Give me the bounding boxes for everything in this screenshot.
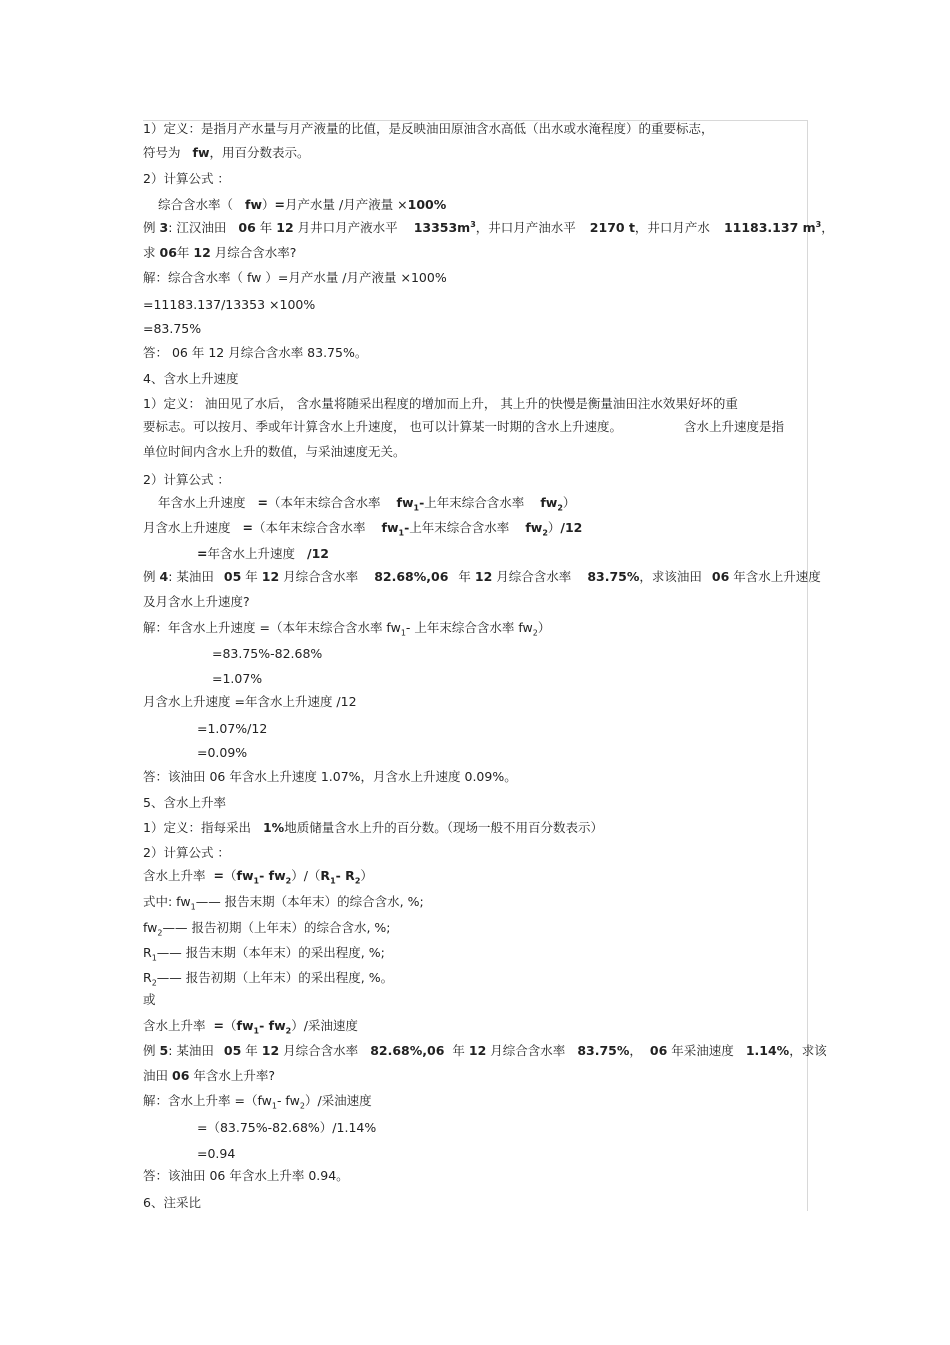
example-3-line-1: 例 3: 江汉油田 06 年 12 月井口月产液水平 $13353m^3$，井口月产油水平 2170 t，井口月产水 11183.137 $m^3$， [143, 219, 834, 235]
water-cut-definition-line-1: 1）定义：是指月产水量与月产液量的比值，是反映油田原油含水高低（出水或水淹程度）的重要标志， [143, 121, 714, 136]
answer-3: 答： 06 年 12 月综合含水率 83.75%。 [143, 345, 368, 360]
or-text: 或 [143, 992, 156, 1007]
where-fw2: $fw_2——$ 报告初期（上年末）的综合含水, %; [143, 920, 391, 938]
answer-4: 答：该油田 06 年含水上升速度 1.07%，月含水上升速度 0.09%。 [143, 769, 517, 784]
rise-speed-formula-title: 2）计算公式 ： [143, 472, 230, 487]
solution-5-line-3: =0.94 [197, 1146, 236, 1161]
rise-rate-formula-title: 2）计算公式 ： [143, 845, 230, 860]
section-4-title: 4、含水上升速度 [143, 371, 239, 386]
example-4-line-2: 及月含水上升速度? [143, 594, 250, 609]
where-r1: $R_1——$ 报告末期（本年末）的采出程度, %; [143, 945, 385, 963]
example-5-line-1: 例 5: 某油田 05 年 12 月综合含水率 82.68%,06 年 12 月综合含水率 83.75%， 06 年采油速度 1.14%，求该 [143, 1043, 827, 1058]
rise-rate-formula-1: 含水上升率 $=(fw_1-$ $fw_2)/(R_1-$ $R_2$） [143, 868, 373, 886]
solution-3-line-2: =11183.137/13353 ×100% [143, 297, 316, 312]
solution-4-line-6: =0.09% [197, 745, 248, 760]
where-fw1: 式中: $fw_1——$ 报告末期（本年末）的综合含水, %; [143, 894, 424, 912]
example-3-line-2: 求 06年 12 月综合含水率? [143, 245, 297, 260]
answer-5: 答：该油田 06 年含水上升率 0.94。 [143, 1168, 349, 1183]
solution-5-line-1: 解：含水上升率 $=(fw_1-$ $fw_2)/$采油速度 [143, 1093, 372, 1111]
solution-5-line-2: =（83.75%-82.68%）/1.14% [197, 1120, 377, 1135]
monthly-rise-speed-formula-alt: =年含水上升速度 /12 [197, 546, 329, 561]
monthly-rise-speed-formula: 月含水上升速度 =（本年末综合含水率 $fw_1-$上年末综合含水率 $fw_2)/12$ [143, 520, 583, 538]
rise-rate-definition: 1）定义：指每采出 1%地质储量含水上升的百分数。（现场一般不用百分数表示） [143, 820, 603, 835]
rise-speed-definition-line-2: 要标志。可以按月、季或年计算含水上升速度， 也可以计算某一时期的含水上升速度。 含水上升速度是指 [143, 419, 784, 434]
annual-rise-speed-formula: 年含水上升速度 =（本年末综合含水率 $fw_1-$上年末综合含水率 $fw_2$） [158, 495, 576, 513]
section-6-title: 6、注采比 [143, 1195, 201, 1210]
example-5-line-2: 油田 06 年含水上升率? [143, 1068, 276, 1083]
solution-4-line-5: =1.07%/12 [197, 721, 268, 736]
rise-rate-formula-2: 含水上升率 $=(fw_1-$ $fw_2)/$采油速度 [143, 1018, 358, 1036]
solution-4-line-1: 解：年含水上升速度 =（本年末综合含水率 $fw_1-$ 上年末综合含水率 $fw_2$） [143, 620, 551, 638]
section-5-title: 5、含水上升率 [143, 795, 226, 810]
rise-speed-definition-line-3: 单位时间内含水上升的数值，与采油速度无关。 [143, 444, 406, 459]
rise-speed-definition-line-1: 1）定义： 油田见了水后， 含水量将随采出程度的增加而上升， 其上升的快慢是衡量油田注水效果好坏的重 [143, 396, 738, 411]
where-r2: $R_2——$ 报告初期（上年末）的采出程度, %。 [143, 970, 394, 988]
water-cut-formula: 综合含水率（ fw）=月产水量 /月产液量 ×100% [158, 197, 447, 212]
solution-3-line-3: =83.75% [143, 321, 202, 336]
solution-4-line-2: =83.75%-82.68% [212, 646, 323, 661]
solution-4-line-4: 月含水上升速度 =年含水上升速度 /12 [143, 694, 357, 709]
solution-3-line-1: 解：综合含水率（ fw ）=月产水量 /月产液量 ×100% [143, 270, 447, 285]
example-4-line-1: 例 4: 某油田 05 年 12 月综合含水率 82.68%,06 年 12 月综合含水率 83.75%，求该油田 06 年含水上升速度 [143, 569, 821, 584]
water-cut-formula-title: 2）计算公式 ： [143, 171, 230, 186]
water-cut-definition-line-2: 符号为 fw，用百分数表示。 [143, 145, 310, 160]
solution-4-line-3: =1.07% [212, 671, 263, 686]
